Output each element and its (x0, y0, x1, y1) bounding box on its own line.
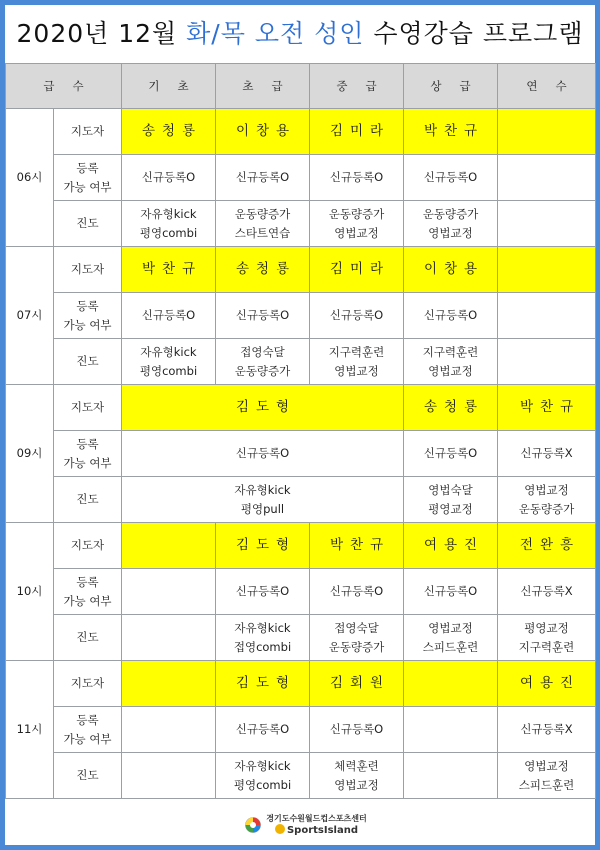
progress-cell: 자유형kick 평영combi (216, 753, 310, 799)
registration-cell (498, 293, 596, 339)
registration-cell: 신규등록O (404, 293, 498, 339)
row-label: 진도 (54, 753, 122, 799)
registration-row (6, 155, 596, 201)
registration-cell: 신규등록X (498, 569, 596, 615)
registration-cell (404, 707, 498, 753)
progress-cell: 자유형kick 평영combi (122, 201, 216, 247)
header-intermediate: 중급 (310, 64, 404, 109)
footer-org: 경기도수원월드컵스포츠센터 (266, 814, 367, 823)
instructor-cell: 김도형 (216, 661, 310, 707)
progress-row (6, 201, 596, 247)
emblem-icon (245, 817, 261, 833)
time-cell: 10시 (6, 523, 54, 661)
progress-row (6, 753, 596, 799)
registration-cell: 신규등록O (216, 155, 310, 201)
progress-cell: 영법교정 스피드훈련 (404, 615, 498, 661)
instructor-row (6, 661, 596, 707)
registration-row (6, 431, 596, 477)
registration-cell: 신규등록O (404, 155, 498, 201)
registration-cell: 신규등록X (498, 431, 596, 477)
sun-icon (275, 824, 285, 834)
footer-logo (245, 813, 366, 837)
registration-cell (498, 155, 596, 201)
progress-cell: 운동량증가 영법교정 (310, 201, 404, 247)
progress-cell (122, 615, 216, 661)
row-label: 지도자 (54, 385, 122, 431)
progress-cell: 체력훈련 영법교정 (310, 753, 404, 799)
row-label: 지도자 (54, 661, 122, 707)
footer-brand-line (266, 824, 366, 837)
registration-cell: 신규등록O (310, 707, 404, 753)
row-label: 등록 가능 여부 (54, 155, 122, 201)
registration-cell: 신규등록O (310, 569, 404, 615)
title-session: 화/목 오전 성인 (186, 19, 365, 48)
registration-cell-merged: 신규등록O (122, 431, 404, 477)
progress-row (6, 615, 596, 661)
instructor-row (6, 109, 596, 155)
instructor-cell: 여용진 (498, 661, 596, 707)
header-beginner: 초급 (216, 64, 310, 109)
footer-text (266, 813, 366, 837)
registration-cell (122, 707, 216, 753)
footer-brand: SportsIsland (286, 825, 359, 836)
row-label: 진도 (54, 477, 122, 523)
progress-cell-merged: 자유형kick 평영pull (122, 477, 404, 523)
progress-cell: 접영숙달 운동량증가 (216, 339, 310, 385)
instructor-cell: 송청룡 (122, 109, 216, 155)
title-date: 2020년 12월 (16, 19, 178, 48)
registration-cell: 신규등록O (122, 293, 216, 339)
registration-cell: 신규등록O (216, 569, 310, 615)
row-label: 지도자 (54, 523, 122, 569)
registration-cell: 신규등록X (498, 707, 596, 753)
instructor-cell: 박찬규 (122, 247, 216, 293)
row-label: 등록 가능 여부 (54, 707, 122, 753)
row-label: 등록 가능 여부 (54, 293, 122, 339)
header-level: 급수 (6, 64, 122, 109)
time-cell: 07시 (6, 247, 54, 385)
progress-cell (404, 753, 498, 799)
instructor-cell-merged: 김도형 (122, 385, 404, 431)
progress-cell: 접영숙달 운동량증가 (310, 615, 404, 661)
progress-cell (122, 753, 216, 799)
registration-cell: 신규등록O (216, 293, 310, 339)
row-label: 진도 (54, 615, 122, 661)
page-title (5, 5, 595, 63)
instructor-cell: 송청룡 (404, 385, 498, 431)
instructor-row (6, 385, 596, 431)
title-program: 수영강습 프로그램 (373, 19, 584, 48)
instructor-cell: 김회원 (310, 661, 404, 707)
progress-cell: 영법교정 스피드훈련 (498, 753, 596, 799)
instructor-cell: 송청룡 (216, 247, 310, 293)
instructor-cell: 전완흥 (498, 523, 596, 569)
progress-cell: 자유형kick 평영combi (122, 339, 216, 385)
progress-cell: 지구력훈련 영법교정 (404, 339, 498, 385)
row-label: 진도 (54, 201, 122, 247)
row-label: 지도자 (54, 109, 122, 155)
registration-cell: 신규등록O (122, 155, 216, 201)
instructor-cell (122, 523, 216, 569)
registration-cell: 신규등록O (404, 569, 498, 615)
registration-cell (122, 569, 216, 615)
progress-row (6, 477, 596, 523)
progress-cell: 영법숙달 평영교정 (404, 477, 498, 523)
time-cell: 06시 (6, 109, 54, 247)
registration-cell: 신규등록O (216, 707, 310, 753)
progress-cell: 운동량증가 스타트연습 (216, 201, 310, 247)
registration-cell: 신규등록O (310, 155, 404, 201)
registration-row (6, 293, 596, 339)
registration-row (6, 707, 596, 753)
progress-cell: 평영교정 지구력훈련 (498, 615, 596, 661)
footer (5, 813, 595, 845)
registration-cell: 신규등록O (404, 431, 498, 477)
instructor-cell: 박찬규 (310, 523, 404, 569)
registration-row (6, 569, 596, 615)
progress-cell: 영법교정 운동량증가 (498, 477, 596, 523)
instructor-cell: 김미라 (310, 109, 404, 155)
instructor-cell: 김미라 (310, 247, 404, 293)
row-label: 등록 가능 여부 (54, 569, 122, 615)
instructor-cell: 박찬규 (498, 385, 596, 431)
row-label: 지도자 (54, 247, 122, 293)
instructor-cell: 김도형 (216, 523, 310, 569)
schedule-table (5, 63, 596, 799)
row-label: 진도 (54, 339, 122, 385)
instructor-cell: 이창용 (216, 109, 310, 155)
progress-cell (498, 339, 596, 385)
header-advanced: 상급 (404, 64, 498, 109)
progress-row (6, 339, 596, 385)
time-cell: 09시 (6, 385, 54, 523)
header-training: 연수 (498, 64, 596, 109)
progress-cell (498, 201, 596, 247)
instructor-cell (404, 661, 498, 707)
instructor-cell: 이창용 (404, 247, 498, 293)
instructor-row (6, 523, 596, 569)
instructor-cell (498, 109, 596, 155)
progress-cell: 지구력훈련 영법교정 (310, 339, 404, 385)
progress-cell: 자유형kick 접영combi (216, 615, 310, 661)
row-label: 등록 가능 여부 (54, 431, 122, 477)
schedule-sheet (5, 5, 595, 845)
instructor-row (6, 247, 596, 293)
header-row (6, 64, 596, 109)
instructor-cell (122, 661, 216, 707)
header-basic: 기초 (122, 64, 216, 109)
instructor-cell: 박찬규 (404, 109, 498, 155)
instructor-cell (498, 247, 596, 293)
time-cell: 11시 (6, 661, 54, 799)
instructor-cell: 여용진 (404, 523, 498, 569)
progress-cell: 운동량증가 영법교정 (404, 201, 498, 247)
registration-cell: 신규등록O (310, 293, 404, 339)
